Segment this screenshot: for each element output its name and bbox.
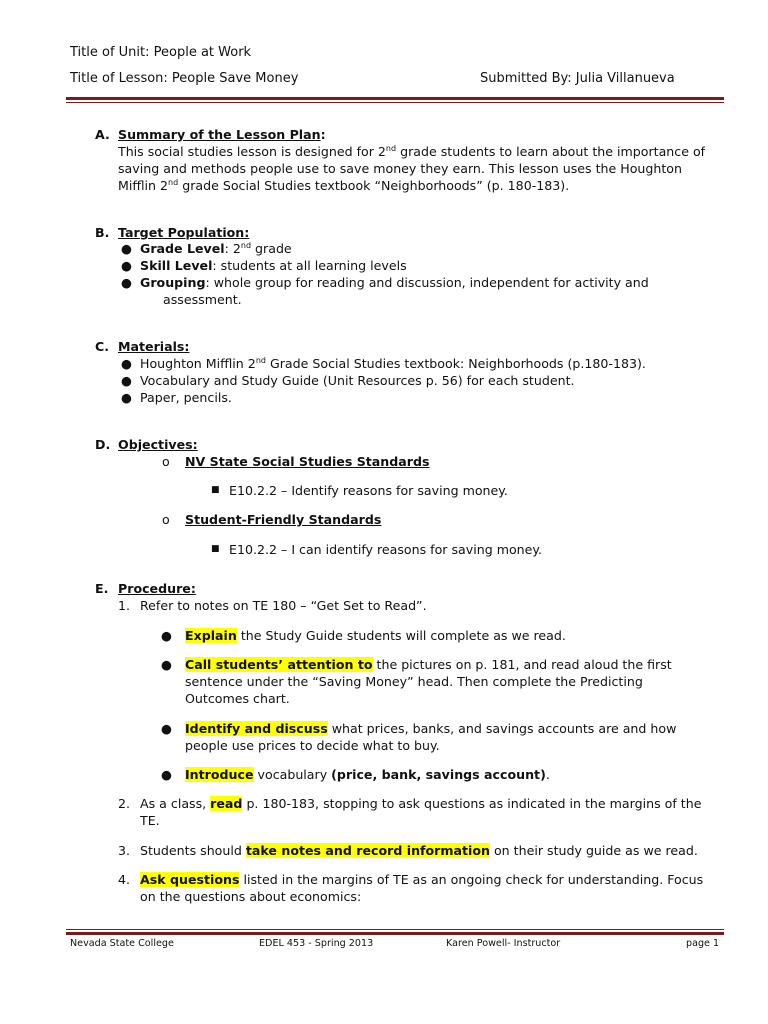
section-a-summary: This social studies lesson is designed for 2nd grade students to learn about the importance of saving and methods people use to save money they earn. This lesson uses the Houghton Mifflin 2nd grade Social Studies textbook “Neighborhoods” (p. 180-183).	[118, 143, 706, 193]
step-1-number: 1.	[118, 598, 131, 613]
materials-item-paper: Paper, pencils.	[140, 390, 232, 405]
section-d-heading: Objectives:	[118, 437, 198, 452]
bullet-icon: ●	[161, 767, 172, 782]
footer-instructor: Karen Powell- Instructor	[446, 938, 561, 949]
procedure-bullet-attention-line2: sentence under the “Saving Money” head. Then complete the Predicting	[185, 674, 643, 689]
procedure-bullet-attention: Call students’ attention to the pictures on p. 181, and read aloud the first	[185, 657, 672, 672]
bullet-icon: ●	[161, 628, 172, 643]
nv-standards-heading: NV State Social Studies Standards	[185, 454, 430, 469]
section-c-letter: C.	[95, 339, 110, 354]
header-rule-thin	[66, 102, 724, 103]
bullet-icon: ●	[121, 275, 132, 290]
footer-rule-thick	[66, 932, 724, 935]
student-standards-heading: Student-Friendly Standards	[185, 512, 382, 527]
bullet-icon: ●	[121, 241, 132, 256]
submitted-by: Submitted By: Julia Villanueva	[480, 71, 675, 86]
nv-standard-item: E10.2.2 – Identify reasons for saving money.	[229, 483, 508, 498]
step-4-text-line2: on the questions about economics:	[140, 889, 362, 904]
bullet-icon: ●	[121, 356, 132, 371]
procedure-bullet-explain: Explain the Study Guide students will complete as we read.	[185, 628, 566, 643]
hollow-circle-icon: o	[162, 454, 170, 469]
section-d-letter: D.	[95, 437, 111, 452]
section-e-letter: E.	[95, 581, 109, 596]
section-a-heading: Summary of the Lesson Plan:	[118, 127, 326, 142]
step-2-number: 2.	[118, 796, 131, 811]
bullet-icon: ●	[121, 258, 132, 273]
grade-level-item: Grade Level: 2nd grade	[140, 240, 292, 256]
section-a-letter: A.	[95, 127, 110, 142]
step-4-text: Ask questions listed in the margins of TE as an ongoing check for understanding. Focus	[140, 872, 704, 887]
square-bullet-icon: ■	[211, 544, 220, 554]
procedure-bullet-identify-line2: people use prices to decide what to buy.	[185, 738, 440, 753]
step-1-text: Refer to notes on TE 180 – “Get Set to Read”.	[140, 598, 427, 613]
footer-course: EDEL 453 - Spring 2013	[259, 938, 374, 949]
lesson-title: Title of Lesson: People Save Money	[70, 71, 299, 86]
footer-page-number: page 1	[686, 938, 720, 949]
step-2-text-line2: TE.	[140, 813, 160, 828]
bullet-icon: ●	[161, 657, 172, 672]
bullet-icon: ●	[121, 390, 132, 405]
section-e-heading: Procedure:	[118, 581, 196, 596]
grouping-item-continued: assessment.	[163, 292, 242, 307]
section-b-heading: Target Population:	[118, 225, 250, 240]
bullet-icon: ●	[121, 373, 132, 388]
materials-item-textbook: Houghton Mifflin 2nd Grade Social Studies textbook: Neighborhoods (p.180-183).	[140, 355, 646, 371]
skill-level-item: Skill Level: students at all learning levels	[140, 258, 407, 273]
unit-title: Title of Unit: People at Work	[70, 45, 252, 60]
step-2-text: As a class, read p. 180-183, stopping to ask questions as indicated in the margins of the	[140, 796, 702, 811]
footer-college: Nevada State College	[70, 938, 174, 949]
step-3-number: 3.	[118, 843, 131, 858]
hollow-circle-icon: o	[162, 512, 170, 527]
procedure-bullet-attention-line3: Outcomes chart.	[185, 691, 290, 706]
square-bullet-icon: ■	[211, 485, 220, 495]
step-4-number: 4.	[118, 872, 131, 887]
procedure-bullet-introduce: Introduce vocabulary (price, bank, savings account).	[185, 767, 550, 782]
header-rule-thick	[66, 97, 724, 100]
procedure-bullet-identify: Identify and discuss what prices, banks, and savings accounts are and how	[185, 721, 677, 736]
step-3-text: Students should take notes and record information on their study guide as we read.	[140, 843, 698, 858]
footer-rule-thin	[66, 929, 724, 930]
grouping-item: Grouping: whole group for reading and discussion, independent for activity and	[140, 275, 649, 290]
section-b-letter: B.	[95, 225, 110, 240]
materials-item-guide: Vocabulary and Study Guide (Unit Resources p. 56) for each student.	[140, 373, 575, 388]
student-standard-item: E10.2.2 – I can identify reasons for saving money.	[229, 542, 543, 557]
section-c-heading: Materials:	[118, 339, 190, 354]
bullet-icon: ●	[161, 721, 172, 736]
